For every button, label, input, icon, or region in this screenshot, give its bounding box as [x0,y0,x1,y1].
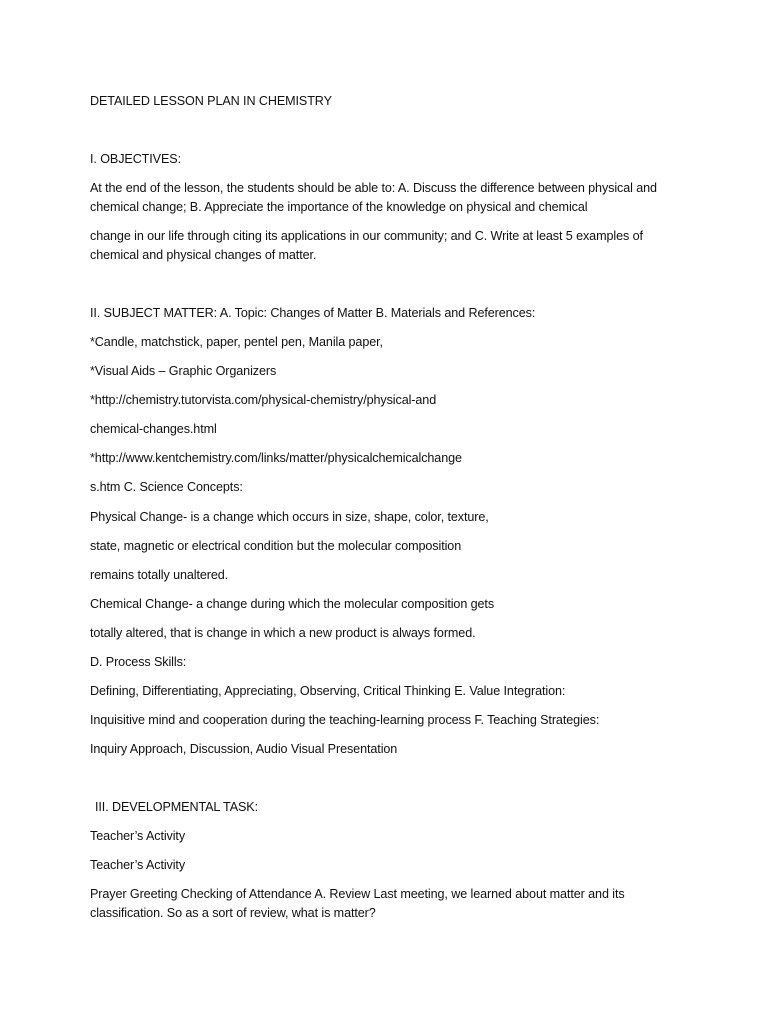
materials-line: *Visual Aids – Graphic Organizers [90,364,277,378]
process-skills-line: Defining, Differentiating, Appreciating, Observing, Critical Thinking E. Value Integration: [90,684,566,698]
objectives-text-line: change in our life through citing its applications in our community; and C. Write at least 5 examples of [90,229,643,243]
reference-line: chemical-changes.html [90,422,217,436]
concept-line: totally altered, that is change in which a new product is always formed. [90,626,476,640]
objectives-heading: I. OBJECTIVES: [90,152,181,166]
activity-label: Teacher’s Activity [90,858,186,872]
activity-text-line: Prayer Greeting Checking of Attendance A. Review Last meeting, we learned about matter and its [90,887,625,901]
activity-label: Teacher’s Activity [90,829,186,843]
subject-matter-heading: II. SUBJECT MATTER: A. Topic: Changes of Matter B. Materials and References: [90,306,536,320]
teaching-strategies-line: Inquiry Approach, Discussion, Audio Visual Presentation [90,742,398,756]
concept-line: remains totally unaltered. [90,568,229,582]
materials-line: *Candle, matchstick, paper, pentel pen, Manila paper, [90,335,383,349]
objectives-text-line: chemical change; B. Appreciate the importance of the knowledge on physical and chemical [90,200,588,214]
reference-line: *http://www.kentchemistry.com/links/matter/physicalchemicalchange [90,451,462,465]
science-concepts-line: s.htm C. Science Concepts: [90,480,243,494]
concept-line: state, magnetic or electrical condition but the molecular composition [90,539,462,553]
process-skills-heading: D. Process Skills: [90,655,187,669]
concept-line: Physical Change- is a change which occurs in size, shape, color, texture, [90,510,489,524]
reference-line: *http://chemistry.tutorvista.com/physical-chemistry/physical-and [90,393,437,407]
developmental-task-heading: III. DEVELOPMENTAL TASK: [95,800,258,814]
document-title: DETAILED LESSON PLAN IN CHEMISTRY [90,94,332,108]
value-integration-line: Inquisitive mind and cooperation during the teaching-learning process F. Teaching Strategies: [90,713,600,727]
objectives-text-line: At the end of the lesson, the students should be able to: A. Discuss the difference between physical and [90,181,657,195]
objectives-text-line: chemical and physical changes of matter. [90,248,317,262]
concept-line: Chemical Change- a change during which the molecular composition gets [90,597,495,611]
activity-text-line: classification. So as a sort of review, what is matter? [90,906,376,920]
